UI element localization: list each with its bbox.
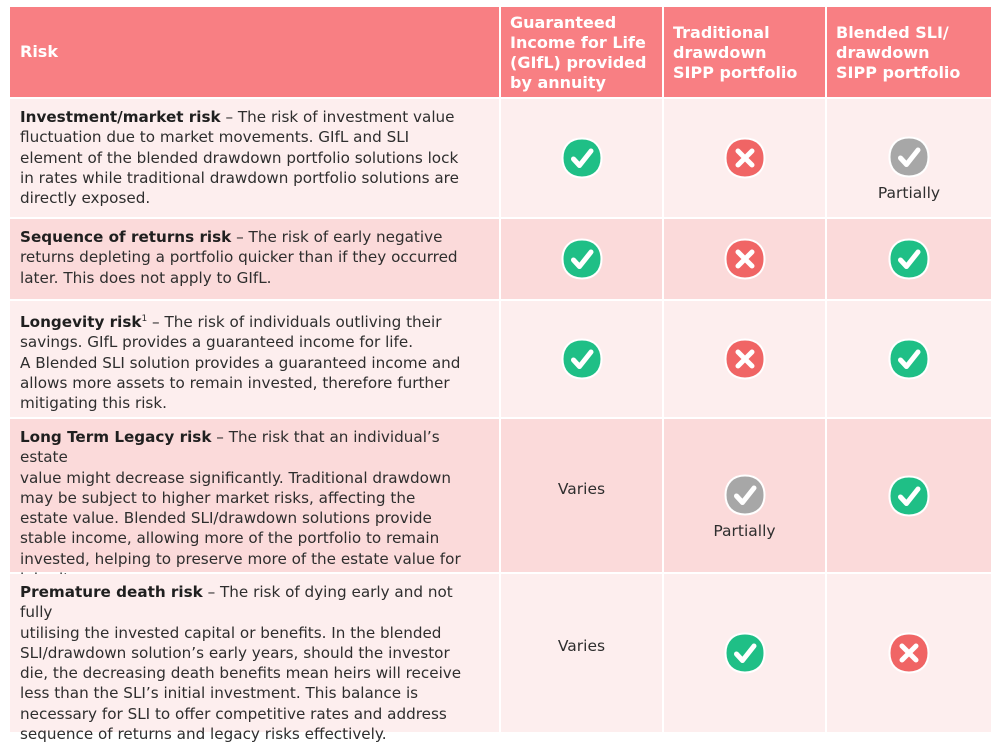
risk-description-legacy [10,419,501,574]
check-icon [724,632,766,674]
risk-text-line: later. This does not apply to GIfL. [20,268,272,287]
partially-label: Partially [877,184,941,202]
risk-description-sequence [10,219,501,301]
gifl-status [501,219,664,301]
check-icon [888,475,930,517]
risk-text-line: – The risk of individuals outliving their [147,313,442,331]
header-risk-label: Risk [20,42,58,61]
risk-text-line: may be subject to higher market risks, affecting the [20,488,416,507]
risk-text-line: sequence of returns and legacy risks effectively. [20,725,387,744]
header-traditional-line: drawdown [673,43,767,62]
cross-icon [888,632,930,674]
risk-title: Investment/market risk [20,108,221,126]
risk-text-line: less than the SLI’s initial investment. This balance is [20,684,419,703]
blended-status [827,419,991,574]
header-gifl-line: by annuity [510,73,606,92]
risk-text-line: invested, helping to preserve more of the estate value for [20,549,461,568]
header-traditional-line: SIPP portfolio [673,63,798,82]
risk-text-line: – The risk of investment value [220,108,455,126]
risk-text-line: savings. GIfL provides a guaranteed income for life. [20,333,414,352]
risk-text-line: – The risk of early negative [231,228,443,246]
risk-text-line: value might decrease significantly. Traditional drawdown [20,468,451,487]
traditional-status [664,301,827,419]
check-icon [561,137,603,179]
risk-description-longevity [10,301,501,419]
risk-title: Sequence of returns risk [20,228,232,246]
gifl-status [501,574,664,732]
blended-status [827,219,991,301]
blended-status [827,301,991,419]
risk-title: Longevity risk [20,313,142,331]
blended-status [827,99,991,219]
header-blended [827,7,991,99]
header-blended-line: SIPP portfolio [836,63,961,82]
risk-text-line: – The risk that an individual’s estate [20,428,440,467]
header-traditional-line: Traditional [673,23,770,42]
header-traditional [664,7,827,99]
cross-icon [724,338,766,380]
risk-comparison-table [10,7,991,744]
risk-title: Premature death risk [20,583,203,601]
footnote-marker: 1 [141,314,148,324]
check-icon [561,338,603,380]
header-risk [10,7,501,99]
header-gifl-line: Income for Life [510,33,646,52]
risk-title: Long Term Legacy risk [20,428,212,446]
risk-text-line: mitigating this risk. [20,394,167,413]
risk-text-line: element of the blended drawdown portfolio solutions lock [20,148,459,167]
traditional-status [664,219,827,301]
partial-check-icon [724,474,766,516]
partially-label: Partially [713,521,776,540]
header-blended-line: drawdown [836,43,930,62]
gifl-status [501,419,664,574]
risk-text-line: necessary for SLI to offer competitive rates and address [20,704,447,723]
header-gifl [501,7,664,99]
risk-description-investment [10,99,501,219]
varies-label: Varies [557,479,606,498]
gifl-status [501,99,664,219]
gifl-status [501,301,664,419]
header-gifl-line: Guaranteed [510,13,617,32]
partial-check-icon [888,136,930,178]
cross-icon [724,137,766,179]
check-icon [888,338,930,380]
traditional-status [664,419,827,574]
risk-text-line: estate value. Blended SLI/drawdown solutions provide [20,509,432,528]
risk-text-line: in rates while traditional drawdown portfolio solutions are [20,168,459,187]
check-icon [561,238,603,280]
blended-status [827,574,991,732]
check-icon [888,238,930,280]
traditional-status [664,99,827,219]
risk-description-premature-death [10,574,501,744]
varies-label: Varies [557,637,606,655]
risk-text-line: fluctuation due to market movements. GIfL and SLI [20,128,410,147]
risk-text-line: utilising the invested capital or benefits. In the blended [20,623,442,642]
traditional-status [664,574,827,732]
risk-text-line: – The risk of dying early and not fully [20,583,453,622]
header-blended-line: Blended SLI/ [836,23,949,42]
risk-text-line: A Blended SLI solution provides a guaranteed income and [20,353,461,372]
cross-icon [724,238,766,280]
risk-text-line: allows more assets to remain invested, therefore further [20,373,450,392]
risk-text-line: directly exposed. [20,189,151,208]
risk-text-line: SLI/drawdown solution’s early years, should the investor [20,643,450,662]
risk-text-line: die, the decreasing death benefits mean heirs will receive [20,664,462,683]
risk-text-line: returns depleting a portfolio quicker than if they occurred [20,248,458,267]
header-gifl-line: (GIfL) provided [510,53,647,72]
risk-text-line: stable income, allowing more of the portfolio to remain [20,529,440,548]
